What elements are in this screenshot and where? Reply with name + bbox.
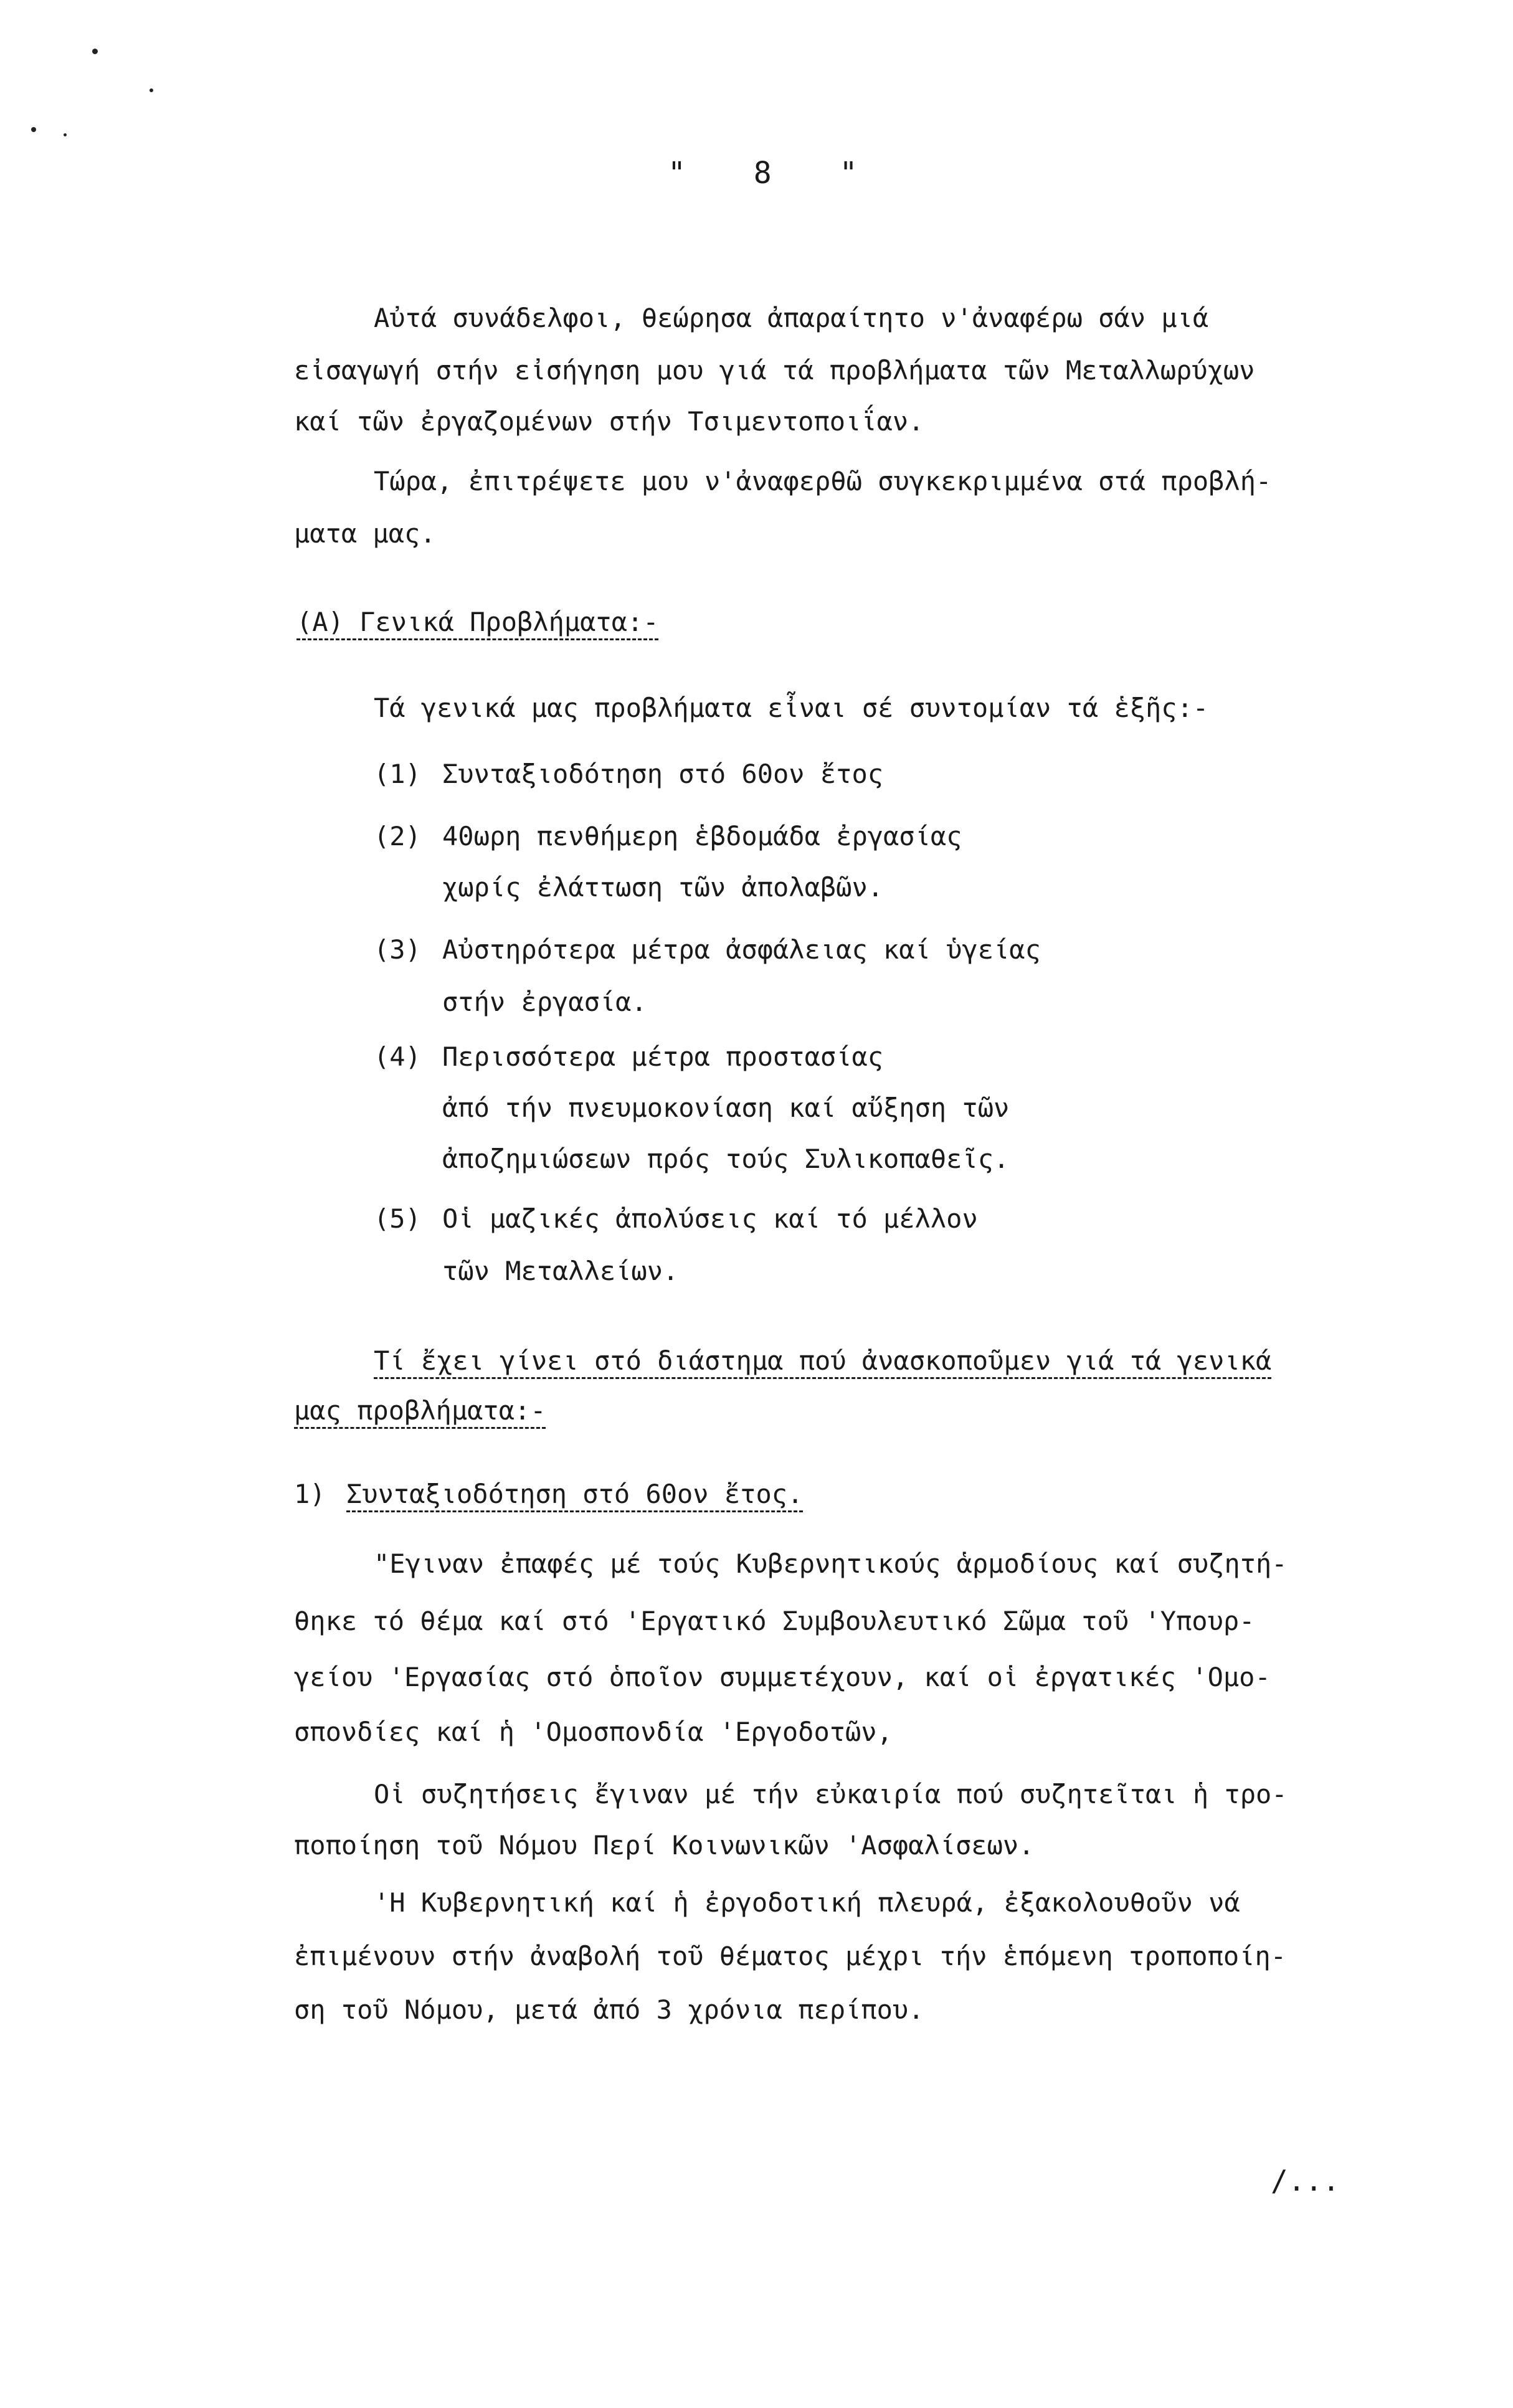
transition-line: ματα μας. (294, 518, 436, 549)
page-number: " 8 " (668, 156, 883, 191)
list-item-number: (4) (374, 1041, 421, 1072)
list-item-line: χωρίς ἐλάττωση τῶν ἀπολαβῶν. (442, 872, 884, 903)
intro-line: εἰσαγωγή στήν εἰσήγηση μου γιά τά προβλήματα τῶν Μεταλλωρύχων (294, 355, 1255, 386)
list-item-line: Περισσότερα μέτρα προστασίας (442, 1041, 884, 1072)
list-item-line: Αὐστηρότερα μέτρα ἀσφάλειας καί ὑγείας (442, 934, 1041, 965)
section-a-intro: Τά γενικά μας προβλήματα εἶναι σέ συντομίαν τά ἑξῆς:- (374, 693, 1209, 723)
body-line: ποποίηση τοῦ Νόμου Περί Κοινωνικῶν 'Ασφαλίσεων. (294, 1830, 1035, 1861)
subsection-1-number: 1) (294, 1479, 326, 1509)
scan-speck (92, 49, 98, 54)
transition-line: Τώρα, ἐπιτρέψετε μου ν'ἀναφερθῶ συγκεκριμμένα στά προβλή- (374, 466, 1272, 496)
body-line: Οἱ συζητήσεις ἔγιναν μέ τήν εὐκαιρία πού συζητεῖται ἡ τρο- (374, 1779, 1288, 1809)
list-item-number: (5) (374, 1203, 421, 1234)
body-line: θηκε τό θέμα καί στό 'Εργατικό Συμβουλευτικό Σῶμα τοῦ 'Υπουρ- (294, 1606, 1255, 1636)
body-line: σπονδίες καί ἡ 'Ομοσπονδία 'Εργοδοτῶν, (294, 1717, 893, 1747)
body-line: 'Η Κυβερνητική καί ἡ ἐργοδοτική πλευρά, ἐξακολουθοῦν νά (374, 1887, 1240, 1918)
list-item-line: Οἱ μαζικές ἀπολύσεις καί τό μέλλον (442, 1203, 978, 1234)
scan-speck (64, 133, 67, 136)
body-line: "Εγιναν ἐπαφές μέ τούς Κυβερνητικούς ἁρμοδίους καί συζητή- (374, 1548, 1288, 1579)
list-item-line: Συνταξιοδότηση στό 60ον ἔτος (442, 759, 884, 789)
scan-speck (149, 88, 153, 92)
list-item-line: τῶν Μεταλλείων. (442, 1256, 679, 1286)
scan-speck (31, 127, 36, 132)
question-line: μας προβλήματα:- (294, 1395, 546, 1426)
list-item-number: (3) (374, 934, 421, 965)
list-item-line: ἀπό τήν πνευμοκονίαση καί αὔξηση τῶν (442, 1093, 1010, 1123)
body-line: ση τοῦ Νόμου, μετά ἀπό 3 χρόνια περίπου. (294, 1994, 924, 2025)
list-item-line: 40ωρη πενθήμερη ἑβδομάδα ἐργασίας (442, 821, 962, 851)
section-a-heading: (Α) Γενικά Προβλήματα:- (296, 607, 659, 637)
subsection-1-heading: Συνταξιοδότηση στό 60ον ἔτος. (346, 1479, 804, 1509)
intro-line: Αὐτά συνάδελφοι, θεώρησα ἀπαραίτητο ν'ἀναφέρω σάν μιά (374, 303, 1209, 333)
intro-line: καί τῶν ἐργαζομένων στήν Τσιμεντοποιΐαν. (294, 406, 924, 437)
list-item-number: (1) (374, 759, 421, 789)
body-line: γείου 'Εργασίας στό ὁποῖον συμμετέχουν, καί οἱ ἐργατικές 'Ομο- (294, 1662, 1271, 1692)
question-line: Τί ἔχει γίνει στό διάστημα πού ἀνασκοποῦμεν γιά τά γενικά (374, 1345, 1272, 1376)
list-item-number: (2) (374, 821, 421, 851)
body-line: ἐπιμένουν στήν ἀναβολή τοῦ θέματος μέχρι τήν ἑπόμενη τροποποίη- (294, 1941, 1287, 1971)
list-item-line: στήν ἐργασία. (442, 987, 647, 1017)
continuation-marker: /... (1271, 2164, 1340, 2197)
list-item-line: ἀποζημιώσεων πρός τούς Συλικοπαθεῖς. (442, 1144, 1010, 1174)
